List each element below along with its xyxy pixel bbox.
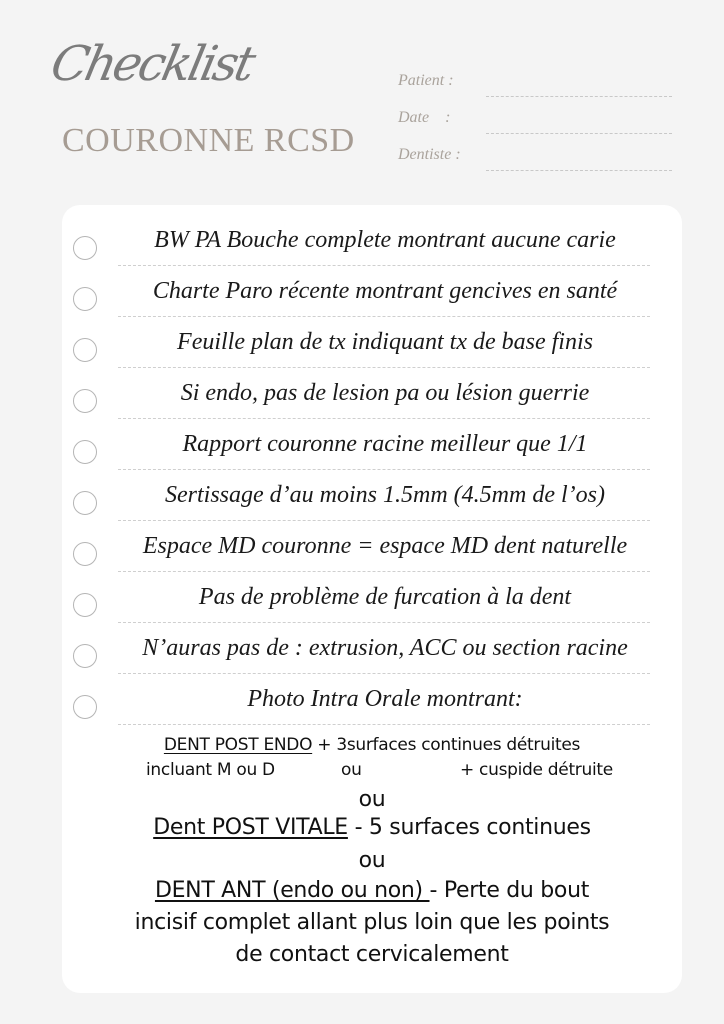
checklist-card — [62, 205, 682, 993]
checklist-item-label: Feuille plan de tx indiquant tx de base finis — [177, 329, 593, 355]
checklist-item-label: Espace MD couronne = espace MD dent naturelle — [142, 533, 628, 559]
date-field[interactable] — [398, 109, 678, 146]
checklist-item-label: Sertissage d’au moins 1.5mm (4.5mm de l’os) — [165, 482, 605, 508]
dentist-line[interactable] — [486, 170, 672, 171]
checklist-item[interactable] — [62, 315, 682, 365]
checklist-item[interactable] — [62, 213, 682, 263]
checklist-item-label: Pas de problème de furcation à la dent — [198, 584, 572, 610]
checkbox-circle-icon[interactable] — [73, 338, 97, 362]
patient-info — [398, 72, 678, 183]
date-label: Date : — [398, 109, 451, 126]
vitale-note — [62, 815, 682, 840]
checklist-item[interactable] — [62, 366, 682, 416]
divider — [118, 724, 650, 725]
patient-line[interactable] — [486, 96, 672, 97]
script-title: Checklist — [46, 36, 258, 92]
checklist-item[interactable] — [62, 519, 682, 569]
checklist-item-label: Charte Paro récente montrant gencives en santé — [152, 278, 618, 304]
or-separator-1: ou — [358, 787, 386, 812]
patient-field[interactable] — [398, 72, 678, 109]
ant-text: - Perte du bout — [429, 878, 590, 903]
checkbox-circle-icon[interactable] — [73, 644, 97, 668]
endo-text: + 3surfaces continues détruites — [312, 735, 581, 755]
vitale-text: - 5 surfaces continues — [347, 815, 591, 840]
page-title: COURONNE RCSD — [62, 122, 355, 159]
endo-note-line1 — [62, 735, 682, 755]
endo-line2-b: ou — [341, 760, 362, 780]
ant-note-line3: de contact cervicalement — [235, 942, 509, 967]
checklist-item-label: Rapport couronne racine meilleur que 1/1 — [182, 431, 588, 457]
checkbox-circle-icon[interactable] — [73, 593, 97, 617]
ant-note-line1 — [62, 878, 682, 903]
date-line[interactable] — [486, 133, 672, 134]
patient-label: Patient : — [398, 72, 454, 89]
dentist-label: Dentiste : — [398, 146, 461, 163]
or-separator-2: ou — [358, 848, 386, 873]
endo-line2-a: incluant M ou D — [146, 760, 275, 780]
checkbox-circle-icon[interactable] — [73, 440, 97, 464]
vitale-heading: Dent POST VITALE — [153, 815, 348, 840]
checkbox-circle-icon[interactable] — [73, 542, 97, 566]
checklist-item-label: Si endo, pas de lesion pa ou lésion guerrie — [180, 380, 590, 406]
checklist-item-label: BW PA Bouche complete montrant aucune carie — [154, 227, 616, 253]
checklist-item-label: N’auras pas de : extrusion, ACC ou section racine — [142, 635, 628, 661]
dentist-field[interactable] — [398, 146, 678, 183]
checklist-item[interactable] — [62, 621, 682, 671]
checkbox-circle-icon[interactable] — [73, 287, 97, 311]
checklist-item[interactable] — [62, 417, 682, 467]
checklist-item[interactable] — [62, 264, 682, 314]
checkbox-circle-icon[interactable] — [73, 389, 97, 413]
checklist-item[interactable] — [62, 570, 682, 620]
checkbox-circle-icon[interactable] — [73, 695, 97, 719]
checklist-item-label: Photo Intra Orale montrant: — [247, 686, 523, 712]
endo-line2-c: + cuspide détruite — [460, 760, 613, 780]
ant-heading: DENT ANT (endo ou non) — [154, 878, 430, 903]
ant-note-line2: incisif complet allant plus loin que les points — [134, 910, 610, 935]
checkbox-circle-icon[interactable] — [73, 491, 97, 515]
checkbox-circle-icon[interactable] — [73, 236, 97, 260]
checklist-item[interactable] — [62, 468, 682, 518]
checklist-item[interactable] — [62, 672, 682, 722]
endo-heading: DENT POST ENDO — [163, 735, 313, 755]
